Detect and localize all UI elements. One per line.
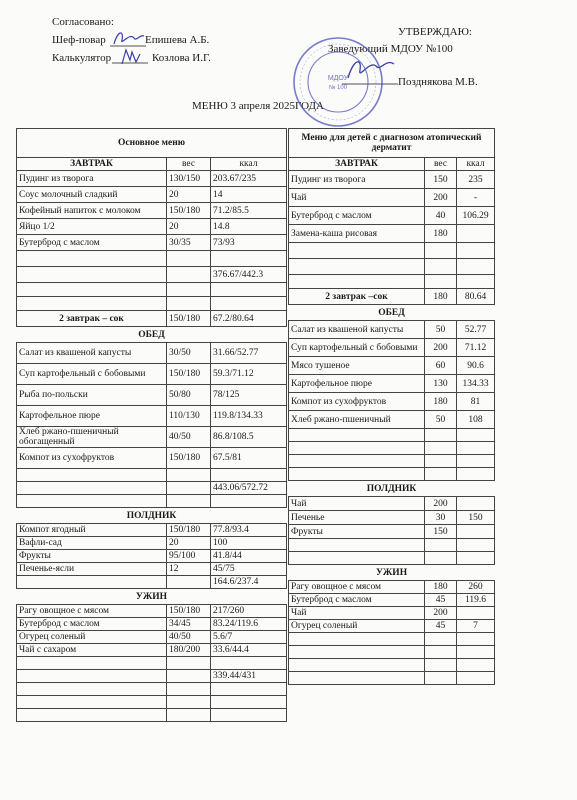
menu-row (289, 171, 495, 189)
dish-kcal: 73/93 (211, 235, 287, 251)
dish-name: Бутерброд с маслом (289, 594, 425, 607)
dish-name: Бутерброд с маслом (17, 235, 167, 251)
dinner-header: УЖИН (17, 589, 287, 605)
dish-weight: 200 (425, 497, 457, 511)
lunch-total: 443.06/572.72 (211, 482, 287, 495)
dish-name: Замена-каша рисовая (289, 225, 425, 243)
menu-row (17, 219, 287, 235)
dish-weight: 95/100 (167, 550, 211, 563)
dish-weight: 34/45 (167, 618, 211, 631)
menu-row (289, 581, 495, 594)
atopic-breakfast-header: ЗАВТРАК (289, 158, 425, 171)
dish-weight: 150/180 (167, 605, 211, 618)
head-title: Заведующий МДОУ №100 (328, 43, 453, 55)
menu-row (289, 497, 495, 511)
chef-label: Шеф-повар (52, 34, 106, 46)
dish-weight: 40 (425, 207, 457, 225)
dish-name: Хлеб ржано-пшеничный обогащенный (17, 427, 167, 448)
dish-kcal: 100 (211, 537, 287, 550)
dish-kcal: 71.12 (457, 339, 495, 357)
dish-name: Салат из квашеной капусты (289, 321, 425, 339)
snack-header: ПОЛДНИК (17, 508, 287, 524)
menu-row (17, 631, 287, 644)
dish-kcal: 106.29 (457, 207, 495, 225)
menu-row (289, 525, 495, 539)
dish-kcal: 235 (457, 171, 495, 189)
dish-name: Салат из квашеной капусты (17, 343, 167, 364)
menu-row (17, 235, 287, 251)
dish-name: Огурец соленый (289, 620, 425, 633)
menu-row (17, 203, 287, 219)
dish-name: Фрукты (17, 550, 167, 563)
official-stamp (290, 34, 386, 130)
dish-kcal: 81 (457, 393, 495, 411)
dish-kcal: 14 (211, 187, 287, 203)
dish-kcal: 5.6/7 (211, 631, 287, 644)
dish-weight: 200 (425, 189, 457, 207)
second-breakfast: 2 завтрак – сок (17, 311, 167, 327)
dish-kcal: 33.6/44.4 (211, 644, 287, 657)
main-menu-title: Основное меню (17, 129, 287, 158)
dish-weight: 12 (167, 563, 211, 576)
dish-weight: 50 (425, 321, 457, 339)
dish-kcal: 83.24/119.6 (211, 618, 287, 631)
dish-weight: 40/50 (167, 427, 211, 448)
dish-weight: 30 (425, 511, 457, 525)
dish-name: Компот из сухофруктов (289, 393, 425, 411)
dish-name: Компот ягодный (17, 524, 167, 537)
dish-weight: 60 (425, 357, 457, 375)
menu-row (17, 427, 287, 448)
main-menu-table (16, 128, 287, 722)
dish-name: Чай с сахаром (17, 644, 167, 657)
dish-kcal: 14.8 (211, 219, 287, 235)
menu-title: МЕНЮ 3 апреля 2025ГОДА (192, 100, 324, 112)
weight-header: вес (167, 158, 211, 171)
dish-name: Пудинг из творога (17, 171, 167, 187)
dish-weight: 45 (425, 594, 457, 607)
atopic-second-breakfast: 2 завтрак –сок (289, 289, 425, 305)
dish-name: Печенье-ясли (17, 563, 167, 576)
second-breakfast-weight: 150/180 (167, 311, 211, 327)
dish-weight: 150 (425, 525, 457, 539)
menu-row (17, 406, 287, 427)
svg-text:МДОУ: МДОУ (327, 75, 349, 82)
svg-text:№ 100: № 100 (328, 85, 348, 91)
atopic-snack-header: ПОЛДНИК (289, 481, 495, 497)
menu-row (289, 357, 495, 375)
menu-row (17, 171, 287, 187)
dish-kcal: - (457, 189, 495, 207)
dish-weight: 180 (425, 393, 457, 411)
dish-weight: 20 (167, 537, 211, 550)
atopic-weight-header: вес (425, 158, 457, 171)
menu-row (289, 594, 495, 607)
dish-kcal: 52.77 (457, 321, 495, 339)
breakfast-total: 376.67/442.3 (211, 267, 287, 283)
dish-name: Печенье (289, 511, 425, 525)
dish-kcal (457, 525, 495, 539)
dish-name: Пудинг из творога (289, 171, 425, 189)
dish-weight: 130 (425, 375, 457, 393)
dish-name: Вафли-сад (17, 537, 167, 550)
menu-row (289, 321, 495, 339)
menu-row (17, 343, 287, 364)
lunch-header: ОБЕД (17, 327, 287, 343)
menu-row (17, 563, 287, 576)
calculator-label: Калькулятор (52, 52, 112, 64)
menu-row (17, 537, 287, 550)
dish-kcal: 134.33 (457, 375, 495, 393)
kcal-header: ккал (211, 158, 287, 171)
dish-kcal (457, 497, 495, 511)
dish-kcal: 59.3/71.12 (211, 364, 287, 385)
calculator-name: Козлова И.Г. (152, 52, 211, 64)
dish-name: Компот из сухофруктов (17, 448, 167, 469)
dish-weight: 200 (425, 607, 457, 620)
dish-name: Мясо тушеное (289, 357, 425, 375)
dish-kcal: 31.66/52.77 (211, 343, 287, 364)
dish-kcal: 217/260 (211, 605, 287, 618)
dish-weight: 130/150 (167, 171, 211, 187)
dish-weight: 110/130 (167, 406, 211, 427)
dish-name: Соус молочный сладкий (17, 187, 167, 203)
dish-name: Картофельное пюре (289, 375, 425, 393)
head-name: Позднякова М.В. (398, 76, 478, 88)
menu-row (289, 375, 495, 393)
atopic-kcal-header: ккал (457, 158, 495, 171)
dish-kcal: 41.8/44 (211, 550, 287, 563)
dish-weight: 20 (167, 187, 211, 203)
dish-name: Бутерброд с маслом (289, 207, 425, 225)
dish-weight: 40/50 (167, 631, 211, 644)
atopic-menu-table (288, 128, 495, 685)
dish-name: Картофельное пюре (17, 406, 167, 427)
dish-kcal: 260 (457, 581, 495, 594)
menu-row (289, 607, 495, 620)
dish-weight: 150/180 (167, 364, 211, 385)
second-breakfast-kcal: 67.2/80.64 (211, 311, 287, 327)
menu-row (17, 187, 287, 203)
dish-kcal: 203.67/235 (211, 171, 287, 187)
dinner-total: 339.44/431 (211, 670, 287, 683)
dish-kcal: 86.8/108.5 (211, 427, 287, 448)
menu-row (17, 550, 287, 563)
dish-weight: 30/35 (167, 235, 211, 251)
dish-kcal: 67.5/81 (211, 448, 287, 469)
menu-row (289, 189, 495, 207)
dish-name: Суп картофельный с бобовыми (17, 364, 167, 385)
menu-row (17, 524, 287, 537)
dish-name: Рыба по-польски (17, 385, 167, 406)
menu-row (289, 339, 495, 357)
dish-weight: 200 (425, 339, 457, 357)
dish-kcal (457, 607, 495, 620)
menu-row (17, 644, 287, 657)
dish-weight: 150 (425, 171, 457, 189)
dish-name: Чай (289, 607, 425, 620)
menu-row (17, 618, 287, 631)
menu-row (289, 411, 495, 429)
dish-name: Фрукты (289, 525, 425, 539)
dish-weight: 20 (167, 219, 211, 235)
dish-kcal: 119.8/134.33 (211, 406, 287, 427)
dish-weight: 180 (425, 225, 457, 243)
snack-total: 164.6/237.4 (211, 576, 287, 589)
approve-label: УТВЕРЖДАЮ: (398, 26, 472, 38)
atopic-dinner-header: УЖИН (289, 565, 495, 581)
dish-kcal: 150 (457, 511, 495, 525)
dish-name: Чай (289, 189, 425, 207)
menu-row (17, 448, 287, 469)
dish-weight: 180/200 (167, 644, 211, 657)
dish-kcal: 108 (457, 411, 495, 429)
menu-row (289, 620, 495, 633)
dish-weight: 150/180 (167, 203, 211, 219)
menu-row (289, 225, 495, 243)
dish-weight: 180 (425, 581, 457, 594)
calculator-signature (112, 46, 150, 68)
dish-kcal: 77.8/93.4 (211, 524, 287, 537)
menu-row (289, 511, 495, 525)
dish-kcal: 71.2/85.5 (211, 203, 287, 219)
dish-weight: 45 (425, 620, 457, 633)
breakfast-header: ЗАВТРАК (17, 158, 167, 171)
dish-weight: 150/180 (167, 448, 211, 469)
dish-kcal: 78/125 (211, 385, 287, 406)
atopic-second-kcal: 80.64 (457, 289, 495, 305)
dish-name: Яйцо 1/2 (17, 219, 167, 235)
dish-weight: 50 (425, 411, 457, 429)
dish-weight: 50/80 (167, 385, 211, 406)
menu-row (289, 207, 495, 225)
dish-name: Кофейный напиток с молоком (17, 203, 167, 219)
dish-name: Огурец соленый (17, 631, 167, 644)
menu-row (17, 605, 287, 618)
dish-kcal: 90.6 (457, 357, 495, 375)
dish-name: Рагу овощное с мясом (289, 581, 425, 594)
agreed-label: Согласовано: (52, 16, 114, 28)
menu-row (17, 385, 287, 406)
dish-name: Хлеб ржано-пшеничный (289, 411, 425, 429)
dish-name: Бутерброд с маслом (17, 618, 167, 631)
dish-kcal: 45/75 (211, 563, 287, 576)
dish-kcal (457, 225, 495, 243)
dish-weight: 150/180 (167, 524, 211, 537)
dish-kcal: 119.6 (457, 594, 495, 607)
dish-name: Рагу овощное с мясом (17, 605, 167, 618)
menu-row (17, 364, 287, 385)
chef-name: Епишева А.Б. (145, 34, 210, 46)
dish-name: Чай (289, 497, 425, 511)
atopic-second-weight: 180 (425, 289, 457, 305)
dish-kcal: 7 (457, 620, 495, 633)
dish-name: Суп картофельный с бобовыми (289, 339, 425, 357)
menu-row (289, 393, 495, 411)
dish-weight: 30/50 (167, 343, 211, 364)
atopic-lunch-header: ОБЕД (289, 305, 495, 321)
atopic-menu-title: Меню для детей с диагнозом атопический дерматит (289, 129, 495, 158)
